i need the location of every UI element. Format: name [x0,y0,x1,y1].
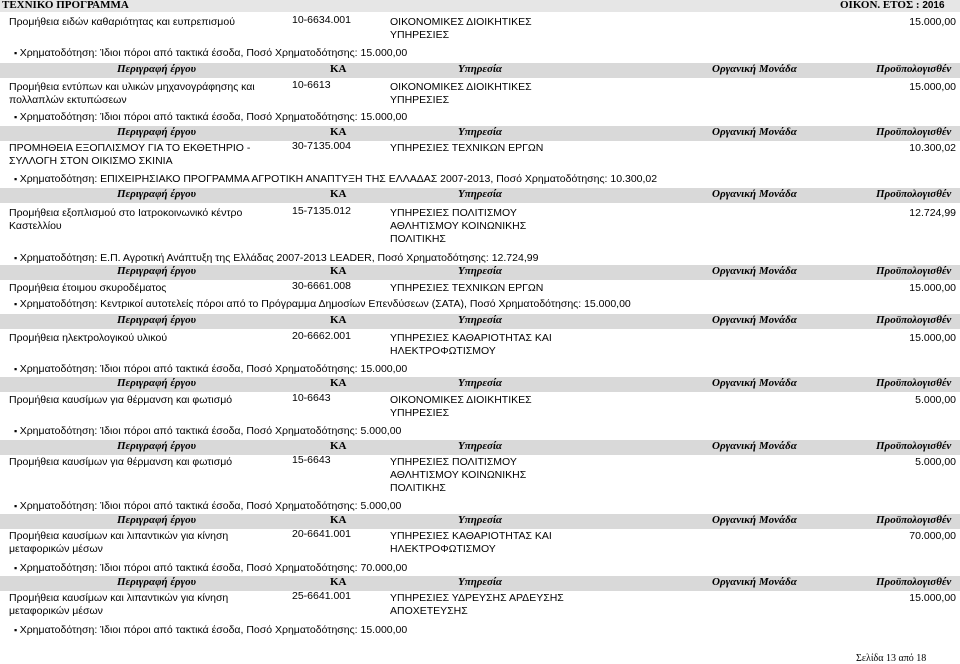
entry-service: ΥΠΗΡΕΣΙΕΣ ΚΑΘΑΡΙΟΤΗΤΑΣ ΚΑΙ [390,332,552,344]
bullet-icon: ▪ [14,364,20,374]
header-budget: Προϋπολογισθέν [876,188,952,200]
header-ka: ΚΑ [330,514,347,526]
header-budget: Προϋπολογισθέν [876,314,952,326]
entry-service: ΥΠΗΡΕΣΙΕΣ ΠΟΛΙΤΙΣΜΟΥ [390,207,517,219]
entry-funding [14,173,657,185]
entry-description: μεταφορικών μέσων [9,543,103,555]
funding-prefix: Χρηματοδότηση: [19,298,101,310]
header-description: Περιγραφή έργου [117,188,196,200]
entry-ka: 10-6634.001 [292,14,351,26]
header-service: Υπηρεσία [458,514,503,526]
header-budget: Προϋπολογισθέν [876,576,952,588]
header-budget: Προϋπολογισθέν [876,377,952,389]
header-description: Περιγραφή έργου [117,314,196,326]
bullet-icon: ▪ [14,563,20,573]
funding-text: Ίδιοι πόροι από τακτικά έσοδα, Ποσό Χρηματοδότησης: 15.000,00 [100,624,408,636]
entry-service: ΥΠΗΡΕΣΙΕΣ ΤΕΧΝΙΚΩΝ ΕΡΓΩΝ [390,142,544,154]
entry-description: Προμήθεια καυσίμων και λιπαντικών για κίνηση [9,530,229,542]
header-unit: Οργανική Μονάδα [712,377,797,389]
header-unit: Οργανική Μονάδα [712,314,797,326]
entry-ka: 20-6662.001 [292,330,351,342]
fiscal-year-label-text: ΟΙΚΟΝ. ΕΤΟΣ : [840,0,920,11]
header-unit: Οργανική Μονάδα [712,440,797,452]
bullet-icon: ▪ [14,625,20,635]
header-service: Υπηρεσία [458,576,503,588]
funding-prefix: Χρηματοδότηση: [19,624,101,636]
header-service: Υπηρεσία [458,377,503,389]
header-description: Περιγραφή έργου [117,440,196,452]
entry-service: ΗΛΕΚΤΡΟΦΩΤΙΣΜΟΥ [390,543,496,555]
entry-funding [14,252,538,264]
header-unit: Οργανική Μονάδα [712,63,797,75]
entry-budget: 10.300,02 [909,142,956,154]
entry-service: ΠΟΛΙΤΙΚΗΣ [390,233,446,245]
funding-prefix: Χρηματοδότηση: [19,363,101,375]
entry-funding [14,624,407,636]
header-ka: ΚΑ [330,314,347,326]
entry-service: ΠΟΛΙΤΙΚΗΣ [390,482,446,494]
funding-text: Ίδιοι πόροι από τακτικά έσοδα, Ποσό Χρηματοδότησης: 5.000,00 [100,425,402,437]
header-description: Περιγραφή έργου [117,126,196,138]
entry-budget: 70.000,00 [909,530,956,542]
header-unit: Οργανική Μονάδα [712,188,797,200]
entry-budget: 15.000,00 [909,81,956,93]
entry-funding [14,363,407,375]
header-ka: ΚΑ [330,63,347,75]
funding-text: Κεντρικοί αυτοτελείς πόροι από το Πρόγραμμα Δημοσίων Επενδύσεων (ΣΑΤΑ), Ποσό Χρηματοδότησης: 15.000,00 [100,298,631,310]
header-ka: ΚΑ [330,126,347,138]
header-service: Υπηρεσία [458,188,503,200]
entry-service: ΑΘΛΗΤΙΣΜΟΥ ΚΟΙΝΩΝΙΚΗΣ [390,220,527,232]
entry-description: ΠΡΟΜΗΘΕΙΑ ΕΞΟΠΛΙΣΜΟΥ ΓΙΑ ΤΟ ΕΚΘΕΤΗΡΙΟ - [9,142,251,154]
entry-funding [14,47,407,59]
entry-service: ΟΙΚΟΝΟΜΙΚΕΣ ΔΙΟΙΚΗΤΙΚΕΣ [390,16,532,28]
funding-text: Ίδιοι πόροι από τακτικά έσοδα, Ποσό Χρηματοδότησης: 70.000,00 [100,562,408,574]
header-unit: Οργανική Μονάδα [712,265,797,277]
bullet-icon: ▪ [14,174,20,184]
header-unit: Οργανική Μονάδα [712,126,797,138]
entry-budget: 15.000,00 [909,16,956,28]
entry-ka: 10-6643 [292,392,331,404]
entry-ka: 25-6641.001 [292,590,351,602]
funding-prefix: Χρηματοδότηση: [19,47,101,59]
entry-service: ΥΠΗΡΕΣΙΕΣ ΠΟΛΙΤΙΣΜΟΥ [390,456,517,468]
entry-service: ΥΠΗΡΕΣΙΕΣ [390,407,450,419]
fiscal-year-label [840,0,945,11]
entry-budget: 15.000,00 [909,332,956,344]
header-service: Υπηρεσία [458,440,503,452]
entry-ka: 15-6643 [292,454,331,466]
funding-prefix: Χρηματοδότηση: [19,562,101,574]
entry-funding [14,500,401,512]
header-service: Υπηρεσία [458,265,503,277]
page-number: Σελίδα 13 από 18 [856,653,927,664]
header-ka: ΚΑ [330,576,347,588]
header-service: Υπηρεσία [458,314,503,326]
bullet-icon: ▪ [14,299,20,309]
funding-prefix: Χρηματοδότηση: [19,500,101,512]
funding-text: ΕΠΙΧΕΙΡΗΣΙΑΚΟ ΠΡΟΓΡΑΜΜΑ ΑΓΡΟΤΙΚΗ ΑΝΑΠΤΥΞΗ ΤΗΣ ΕΛΛΑΔΑΣ 2007-2013, Ποσό Χρηματοδότησης: 10.300,02 [100,173,658,185]
header-unit: Οργανική Μονάδα [712,576,797,588]
entry-budget: 15.000,00 [909,592,956,604]
entry-budget: 5.000,00 [915,456,956,468]
entry-description: Προμήθεια ηλεκτρολογικού υλικού [9,332,168,344]
entry-ka: 20-6641.001 [292,528,351,540]
header-ka: ΚΑ [330,440,347,452]
funding-text: Ίδιοι πόροι από τακτικά έσοδα, Ποσό Χρηματοδότησης: 5.000,00 [100,500,402,512]
funding-text: Ίδιοι πόροι από τακτικά έσοδα, Ποσό Χρηματοδότησης: 15.000,00 [100,47,408,59]
report-title: ΤΕΧΝΙΚΟ ΠΡΟΓΡΑΜΜΑ [2,0,129,11]
entry-service: ΥΠΗΡΕΣΙΕΣ [390,94,450,106]
funding-text: Ε.Π. Αγροτική Ανάπτυξη της Ελλάδας 2007-2013 LEADER, Ποσό Χρηματοδότησης: 12.724,99 [100,252,539,264]
entry-description: Καστελλίου [9,220,62,232]
header-budget: Προϋπολογισθέν [876,63,952,75]
funding-prefix: Χρηματοδότηση: [19,425,101,437]
entry-service: ΥΠΗΡΕΣΙΕΣ ΚΑΘΑΡΙΟΤΗΤΑΣ ΚΑΙ [390,530,552,542]
entry-ka: 30-6661.008 [292,280,351,292]
entry-service: ΑΠΟΧΕΤΕΥΣΗΣ [390,605,468,617]
fiscal-year-value: 2016 [922,0,945,11]
entry-description: Προμήθεια εντύπων και υλικών μηχανογράφησης και [9,81,255,93]
entry-funding [14,298,631,310]
header-budget: Προϋπολογισθέν [876,440,952,452]
header-unit: Οργανική Μονάδα [712,514,797,526]
entry-ka: 10-6613 [292,79,331,91]
entry-service: ΑΘΛΗΤΙΣΜΟΥ ΚΟΙΝΩΝΙΚΗΣ [390,469,527,481]
header-ka: ΚΑ [330,188,347,200]
entry-description: Προμήθεια καυσίμων για θέρμανση και φωτισμό [9,394,233,406]
entry-description: Προμήθεια καυσίμων και λιπαντικών για κίνηση [9,592,229,604]
entry-funding [14,425,401,437]
entry-ka: 30-7135.004 [292,140,351,152]
funding-prefix: Χρηματοδότηση: [19,111,101,123]
entry-description: Προμήθεια καυσίμων για θέρμανση και φωτισμό [9,456,233,468]
header-description: Περιγραφή έργου [117,265,196,277]
bullet-icon: ▪ [14,112,20,122]
header-ka: ΚΑ [330,377,347,389]
entry-service: ΗΛΕΚΤΡΟΦΩΤΙΣΜΟΥ [390,345,496,357]
bullet-icon: ▪ [14,501,20,511]
entry-description: Προμήθεια εξοπλισμού στο Ιατροκοινωνικό κέντρο [9,207,243,219]
bullet-icon: ▪ [14,48,20,58]
entry-description: Προμήθεια έτοιμου σκυροδέματος [9,282,167,294]
bullet-icon: ▪ [14,253,20,263]
entry-service: ΟΙΚΟΝΟΜΙΚΕΣ ΔΙΟΙΚΗΤΙΚΕΣ [390,394,532,406]
entry-service: ΥΠΗΡΕΣΙΕΣ [390,29,450,41]
header-description: Περιγραφή έργου [117,576,196,588]
entry-description: Προμήθεια ειδών καθαριότητας και ευπρεπισμού [9,16,235,28]
entry-ka: 15-7135.012 [292,205,351,217]
entry-funding [14,562,407,574]
entry-service: ΥΠΗΡΕΣΙΕΣ ΤΕΧΝΙΚΩΝ ΕΡΓΩΝ [390,282,544,294]
title-bar [0,0,960,12]
funding-text: Ίδιοι πόροι από τακτικά έσοδα, Ποσό Χρηματοδότησης: 15.000,00 [100,111,408,123]
header-description: Περιγραφή έργου [117,377,196,389]
funding-prefix: Χρηματοδότηση: [19,252,101,264]
header-description: Περιγραφή έργου [117,514,196,526]
entry-description: πολλαπλών εκτυπώσεων [9,94,127,106]
header-service: Υπηρεσία [458,126,503,138]
entry-description: μεταφορικών μέσων [9,605,103,617]
header-ka: ΚΑ [330,265,347,277]
entry-budget: 15.000,00 [909,282,956,294]
header-description: Περιγραφή έργου [117,63,196,75]
entry-description: ΣΥΛΛΟΓΗ ΣΤΟΝ ΟΙΚΙΣΜΟ ΣΚΙΝΙΑ [9,155,173,167]
header-budget: Προϋπολογισθέν [876,514,952,526]
funding-text: Ίδιοι πόροι από τακτικά έσοδα, Ποσό Χρηματοδότησης: 15.000,00 [100,363,408,375]
entry-service: ΟΙΚΟΝΟΜΙΚΕΣ ΔΙΟΙΚΗΤΙΚΕΣ [390,81,532,93]
entry-budget: 12.724,99 [909,207,956,219]
entry-budget: 5.000,00 [915,394,956,406]
header-budget: Προϋπολογισθέν [876,126,952,138]
funding-prefix: Χρηματοδότηση: [19,173,101,185]
bullet-icon: ▪ [14,426,20,436]
header-service: Υπηρεσία [458,63,503,75]
entry-service: ΥΠΗΡΕΣΙΕΣ ΥΔΡΕΥΣΗΣ ΑΡΔΕΥΣΗΣ [390,592,564,604]
entry-funding [14,111,407,123]
header-budget: Προϋπολογισθέν [876,265,952,277]
